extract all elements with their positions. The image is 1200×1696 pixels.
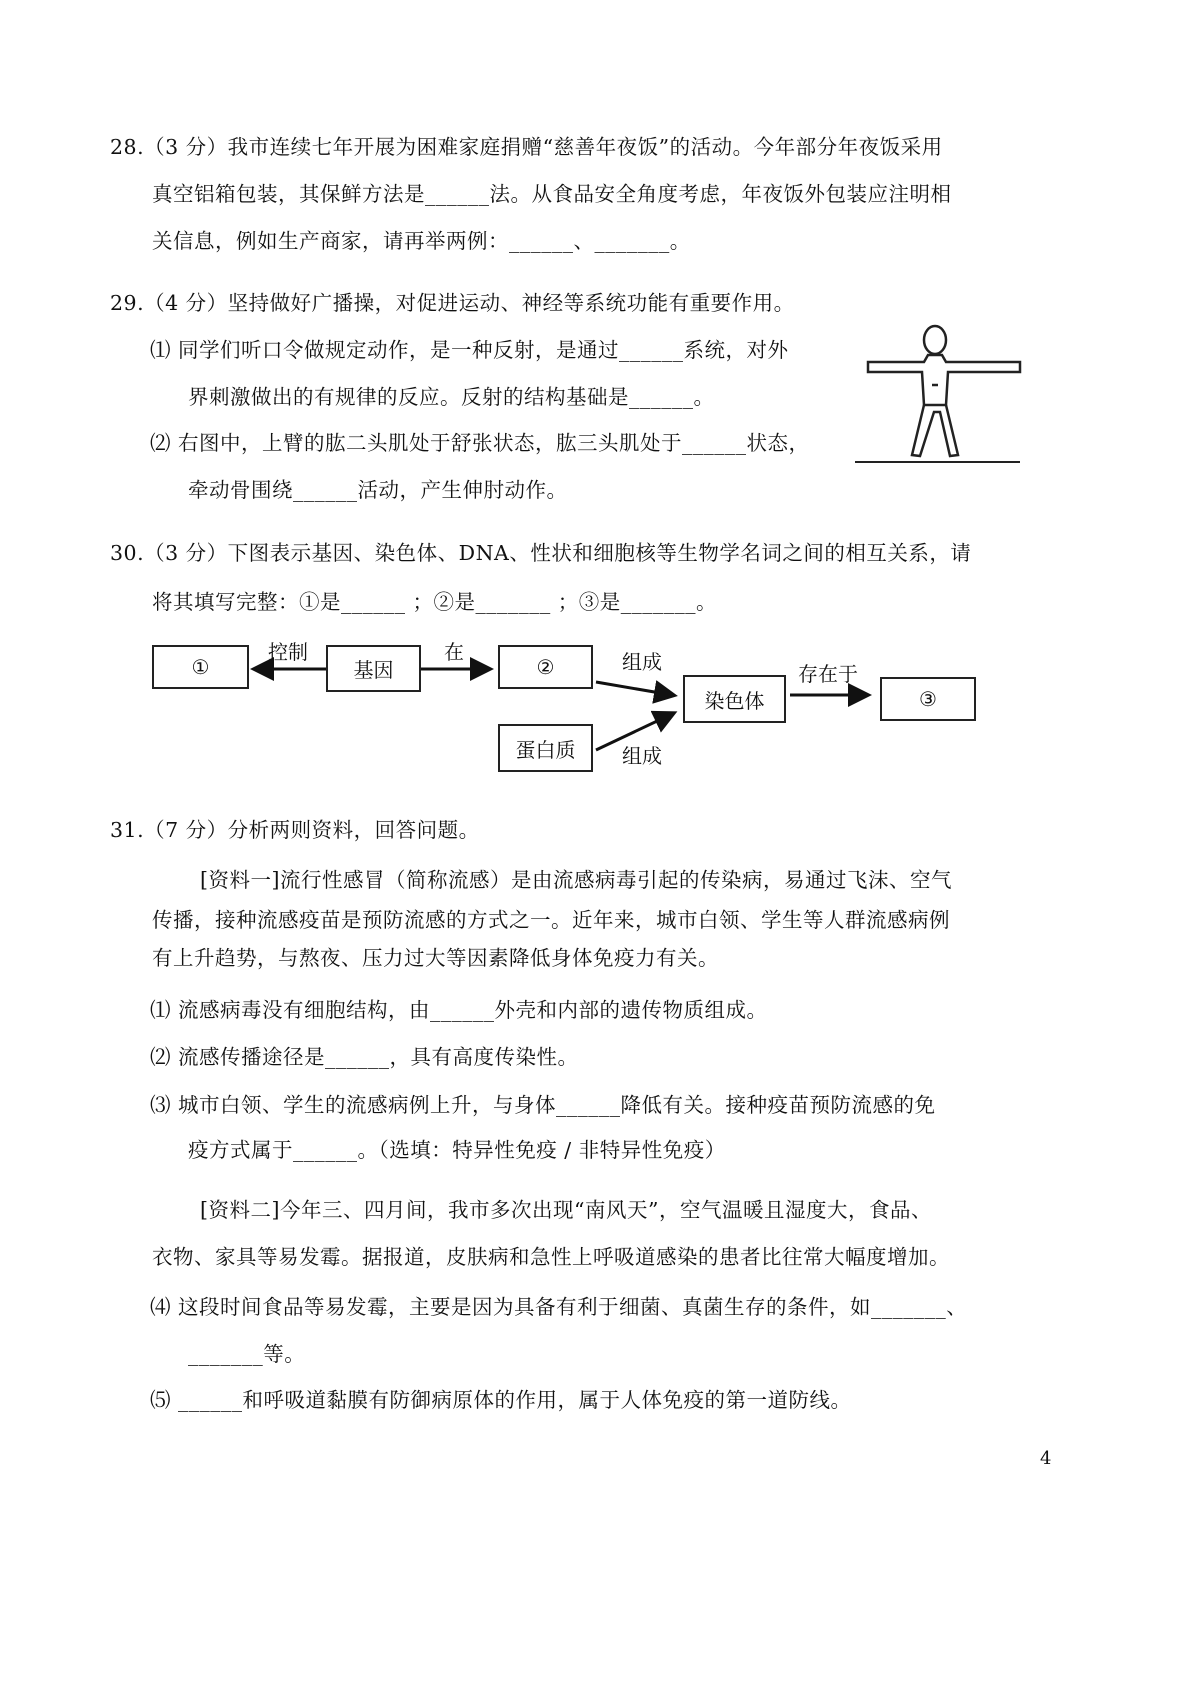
q31-header: 31.（7 分）分析两则资料，回答问题。 [110, 818, 480, 842]
q29-sub1-cont: 界刺激做出的有规律的反应。反射的结构基础是______。 [188, 385, 715, 409]
label-in: 在 [444, 640, 464, 664]
q30-line-2: 将其填写完整：①是______ ；②是_______ ；③是_______。 [152, 590, 718, 614]
q31-sub5: ⑸ ______和呼吸道黏膜有防御病原体的作用，属于人体免疫的第一道防线。 [150, 1388, 852, 1412]
page-number: 4 [1040, 1448, 1052, 1469]
q28-line-2: 真空铝箱包装，其保鲜方法是______法。从食品安全角度考虑，年夜饭外包装应注明相 [152, 182, 952, 206]
label-exists-in: 存在于 [798, 662, 858, 686]
diagram-box-3 [880, 677, 976, 721]
q31-sub2: ⑵ 流感传播途径是______，具有高度传染性。 [150, 1045, 579, 1069]
q31-material1-line-3: 有上升趋势，与熬夜、压力过大等因素降低身体免疫力有关。 [152, 946, 719, 970]
q31-sub3: ⑶ 城市白领、学生的流感病例上升，与身体______降低有关。接种疫苗预防流感的免 [150, 1093, 936, 1117]
q31-material1-line-2: 传播，接种流感疫苗是预防流感的方式之一。近年来，城市白领、学生等人群流感病例 [152, 908, 950, 932]
q31-material1-line-1: [资料一]流行性感冒（简称流感）是由流感病毒引起的传染病，易通过飞沫、空气 [200, 868, 952, 892]
diagram-box-protein [498, 724, 593, 772]
diagram-box-gene [326, 645, 421, 692]
q29-sub1: ⑴ 同学们听口令做规定动作，是一种反射，是通过______系统，对外 [150, 338, 789, 362]
box-3-label: ③ [919, 687, 937, 711]
label-compose-2: 组成 [622, 744, 662, 768]
gene-label: 基因 [353, 658, 394, 682]
q29-line-1: 29.（4 分）坚持做好广播操，对促进运动、神经等系统功能有重要作用。 [110, 291, 795, 315]
label-compose-1: 组成 [622, 650, 662, 674]
box-1-label: ① [191, 655, 210, 679]
q31-sub1: ⑴ 流感病毒没有细胞结构，由______外壳和内部的遗传物质组成。 [150, 998, 768, 1022]
box-2-label: ② [536, 655, 555, 679]
q31-sub4-cont: _______等。 [188, 1342, 306, 1366]
protein-label: 蛋白质 [515, 737, 576, 762]
q28-line-1: 28.（3 分）我市连续七年开展为困难家庭捐赠“慈善年夜饭”的活动。今年部分年夜饭采用 [110, 135, 943, 159]
diagram-box-1 [152, 645, 249, 689]
q31-material2-line-1: [资料二]今年三、四月间，我市多次出现“南风天”，空气温暖且湿度大，食品、 [200, 1198, 932, 1222]
q31-sub3-cont: 疫方式属于______。（选填：特异性免疫 / 非特异性免疫） [188, 1138, 726, 1162]
q29-sub2: ⑵ 右图中，上臂的肱二头肌处于舒张状态，肱三头肌处于______状态， [150, 431, 810, 455]
label-control: 控制 [268, 640, 308, 664]
q31-sub4: ⑷ 这段时间食品等易发霉，主要是因为具备有利于细菌、真菌生存的条件，如_______、 [150, 1295, 968, 1319]
diagram-box-2 [498, 645, 593, 689]
q28-line-3: 关信息，例如生产商家，请再举两例：______、_______。 [152, 229, 691, 253]
diagram-box-chromosome [683, 675, 786, 723]
arrow-compose-1 [596, 682, 672, 695]
q31-material2-line-2: 衣物、家具等易发霉。据报道，皮肤病和急性上呼吸道感染的患者比往常大幅度增加。 [152, 1245, 950, 1269]
q29-sub2-cont: 牵动骨围绕______活动，产生伸肘动作。 [188, 478, 568, 502]
chromosome-label: 染色体 [704, 688, 765, 713]
q30-line-1: 30.（3 分）下图表示基因、染色体、DNA、性状和细胞核等生物学名词之间的相互关系，请 [110, 541, 972, 565]
